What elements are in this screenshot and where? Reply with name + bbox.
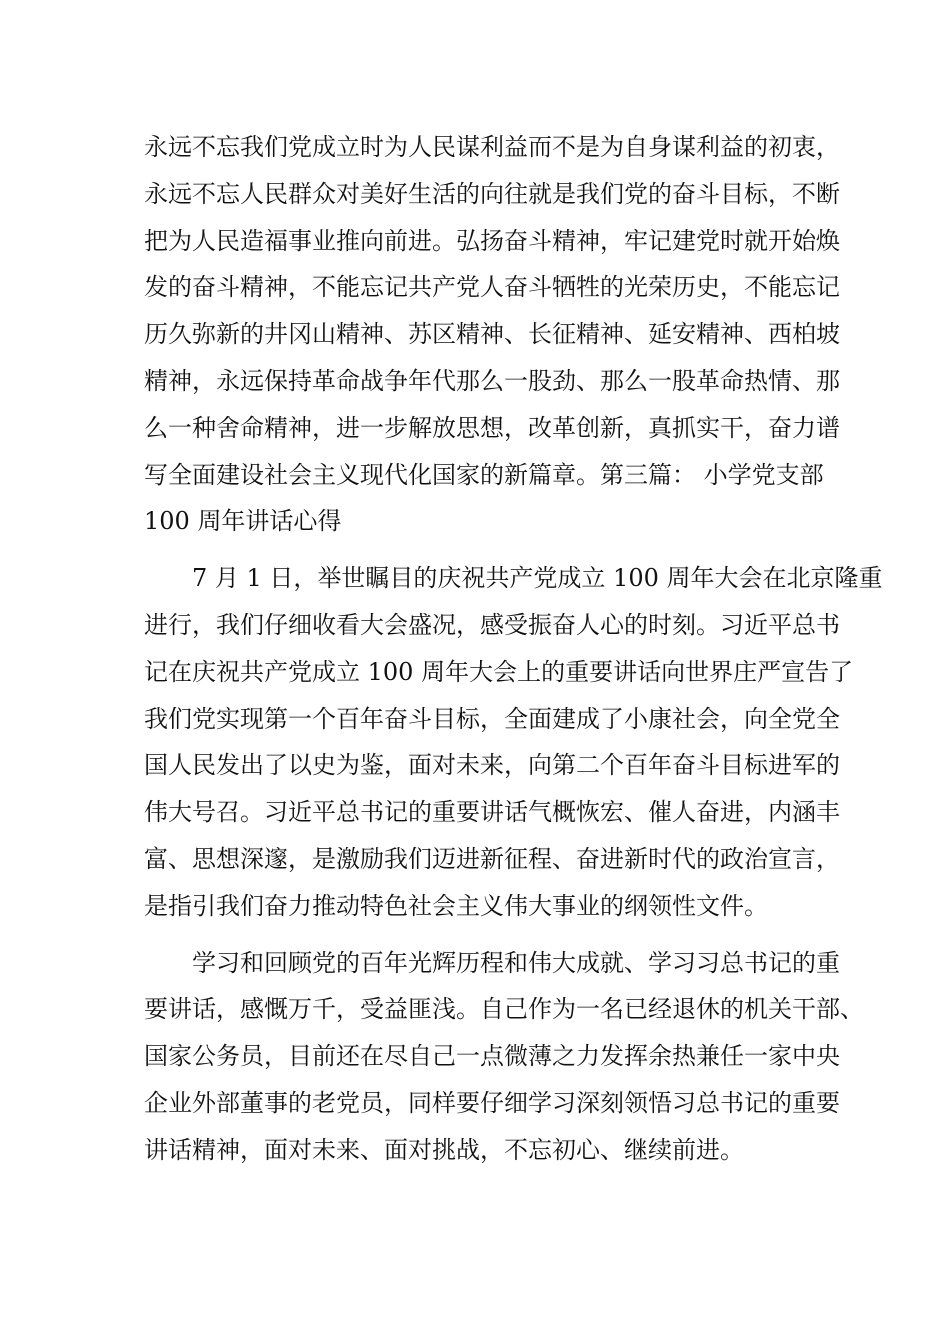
text-line: 永远不忘人民群众对美好生活的向往就是我们党的奋斗目标，不断 [144,179,840,208]
text-line: 么一种舍命精神，进一步解放思想，改革创新，真抓实干，奋力谱 [144,413,840,442]
text-line: 把为人民造福事业推向前进。弘扬奋斗精神，牢记建党时就开始焕 [144,226,840,255]
text-line: 富、思想深邃，是激励我们迈进新征程、奋进新时代的政治宣言， [144,844,840,873]
text-line: 是指引我们奋力推动特色社会主义伟大事业的纲领性文件。 [144,891,768,920]
paragraph-gap [144,545,844,555]
text-line: 我们党实现第一个百年奋斗目标，全面建成了小康社会，向全党全 [144,704,840,733]
text-line: 要讲话，感慨万千，受益匪浅。自己作为一名已经退休的机关干部、 [144,995,864,1024]
text-line: 讲话精神，面对未来、面对挑战，不忘初心、继续前进。 [144,1135,744,1164]
text-line: 7 月 1 日，举世瞩目的庆祝共产党成立 100 周年大会在北京隆重 [192,564,883,593]
paragraph-gap [144,930,844,940]
text-line: 国家公务员，目前还在尽自己一点微薄之力发挥余热兼任一家中央 [144,1042,840,1071]
text-line: 写全面建设社会主义现代化国家的新篇章。第三篇： 小学党支部 [144,460,824,489]
text-line: 历久弥新的井冈山精神、苏区精神、长征精神、延安精神、西柏坡 [144,320,840,349]
text-line: 精神，永远保持革命战争年代那么一股劲、那么一股革命热情、那 [144,366,840,395]
text-line: 永远不忘我们党成立时为人民谋利益而不是为自身谋利益的初衷， [144,133,840,161]
document-body [144,124,883,1174]
text-line: 学习和回顾党的百年光辉历程和伟大成就、学习习总书记的重 [192,948,840,977]
text-line: 伟大号召。习近平总书记的重要讲话气概恢宏、催人奋进，内涵丰 [144,798,840,827]
text-line: 企业外部董事的老党员，同样要仔细学习深刻领悟习总书记的重要 [144,1088,840,1117]
text-line: 国人民发出了以史为鉴，面对未来，向第二个百年奋斗目标进军的 [144,751,840,780]
text-line: 100 周年讲话心得 [144,507,342,536]
text-line: 进行，我们仔细收看大会盛况，感受振奋人心的时刻。习近平总书 [144,610,840,639]
text-line: 发的奋斗精神，不能忘记共产党人奋斗牺牲的光荣历史，不能忘记 [144,273,840,302]
text-line: 记在庆祝共产党成立 100 周年大会上的重要讲话向世界庄严宣告了 [144,657,854,686]
